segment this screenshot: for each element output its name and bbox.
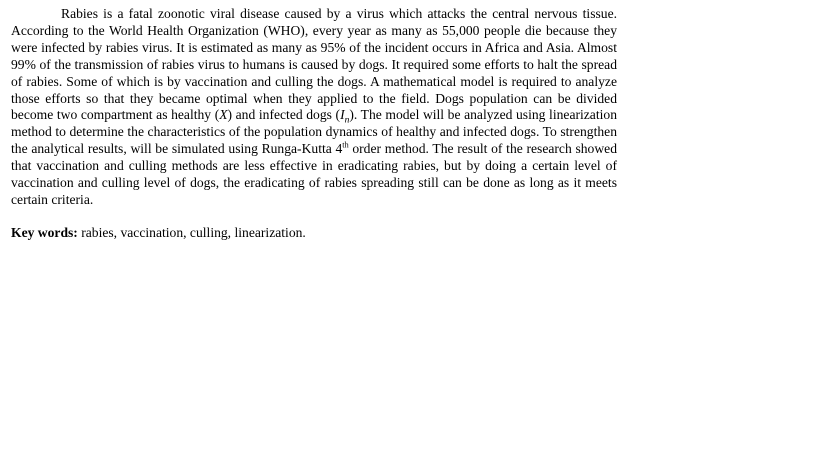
- variable-x: X: [219, 107, 228, 123]
- ordinal-superscript: th: [342, 140, 349, 150]
- document-page: [11, 6, 617, 242]
- keywords-label: Key words:: [11, 224, 78, 240]
- abstract-paragraph: [11, 6, 617, 209]
- variable-i-subscript: n: [344, 116, 350, 127]
- variable-i: I: [340, 107, 345, 123]
- keywords-text: rabies, vaccination, culling, linearization.: [77, 224, 306, 240]
- abstract-text-part-2: ) and infected dogs (: [227, 107, 341, 123]
- abstract-text-part-4: order method. The result of the research showed that vaccination and culling methods are less effective in eradicating rabies, but by doing a certain level of vaccination and culling level of dogs, the eradicating of rabies spreading still can be done as long as it meets certain criteria.: [11, 141, 617, 207]
- abstract-text-part-1: Rabies is a fatal zoonotic viral disease caused by a virus which attacks the central nervous tissue. According to the World Health Organization (WHO), every year as many as 55,000 people die because they were infected by rabies virus. It is estimated as many as 95% of the incident occurs in Africa and Asia. Almost 99% of the transmission of rabies virus to humans is caused by dogs. It required some efforts to halt the spread of rabies. Some of which is by vaccination and culling the dogs. A mathematical model is required to analyze those efforts so that they became optimal when they applied to the field. Dogs population can be divided become two compartment as healthy (: [11, 6, 617, 123]
- abstract-text-part-3: ). The model will be analyzed using linearization method to determine the characteristics of the population dynamics of healthy and infected dogs. To strengthen the analytical results, will be simulated using Runga-Kutta 4: [11, 107, 617, 157]
- keywords-line: [11, 225, 617, 242]
